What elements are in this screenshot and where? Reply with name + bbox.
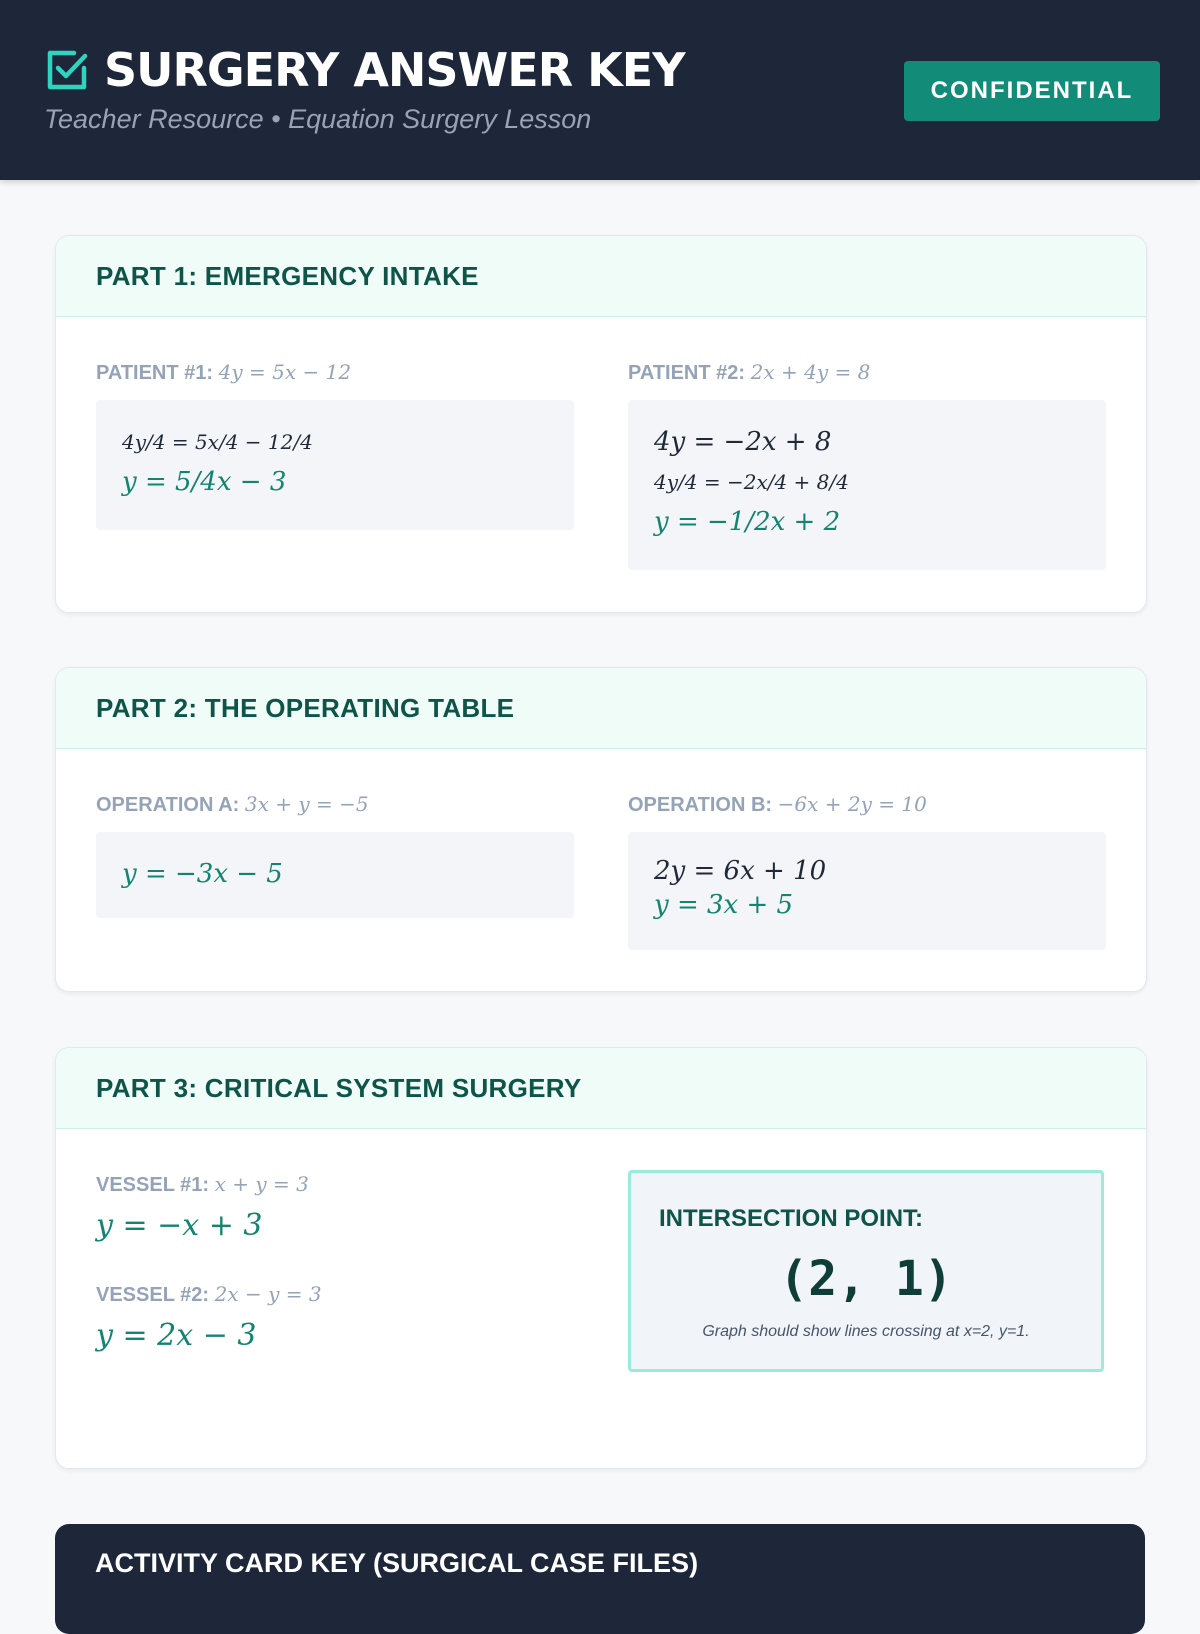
patient1-problem xyxy=(96,360,351,385)
patient2-step-2: 4y/4 = −2x/4 + 8/4 xyxy=(654,470,849,494)
operation-b-step-1: 2y = 6x + 10 xyxy=(654,856,827,886)
activity-heading: ACTIVITY CARD KEY (SURGICAL CASE FILES) xyxy=(95,1548,699,1578)
vessel1-equation: x + y = 3 xyxy=(214,1172,309,1196)
part1-card xyxy=(55,235,1147,613)
confidential-badge: CONFIDENTIAL xyxy=(904,61,1160,121)
vessel1-problem xyxy=(96,1172,309,1197)
page-subtitle: Teacher Resource • Equation Surgery Lesson xyxy=(44,104,592,134)
intersection-note: Graph should show lines crossing at x=2, y=1. xyxy=(702,1323,1030,1340)
activity-card xyxy=(55,1524,1145,1634)
vessel1-label: VESSEL #1: xyxy=(96,1174,210,1196)
intersection-label: INTERSECTION POINT: xyxy=(659,1205,924,1232)
patient2-label: PATIENT #2: xyxy=(628,362,746,384)
operation-b-problem xyxy=(628,792,927,817)
vessel2-answer: y = 2x − 3 xyxy=(96,1318,257,1353)
header-bar xyxy=(0,0,1200,180)
part2-heading: PART 2: THE OPERATING TABLE xyxy=(56,668,1146,749)
patient1-step-1: 4y/4 = 5x/4 − 12/4 xyxy=(122,430,313,454)
operation-b-work xyxy=(628,832,1106,950)
operation-a-problem xyxy=(96,792,369,817)
vessel2-label: VESSEL #2: xyxy=(96,1284,210,1306)
intersection-box xyxy=(628,1170,1104,1372)
operation-a-label: OPERATION A: xyxy=(96,794,240,816)
vessel2-problem xyxy=(96,1282,322,1307)
operation-a-work xyxy=(96,832,574,918)
patient1-work xyxy=(96,400,574,530)
operation-a-answer: y = −3x − 5 xyxy=(122,859,283,889)
operation-a-equation: 3x + y = −5 xyxy=(244,792,369,816)
patient1-label: PATIENT #1: xyxy=(96,362,214,384)
part1-heading: PART 1: EMERGENCY INTAKE xyxy=(56,236,1146,317)
vessel1-answer: y = −x + 3 xyxy=(96,1208,263,1243)
patient2-answer: y = −1/2x + 2 xyxy=(654,507,841,537)
intersection-point: (2, 1) xyxy=(779,1251,953,1307)
operation-b-equation: −6x + 2y = 10 xyxy=(777,792,927,816)
page-title: SURGERY ANSWER KEY xyxy=(104,43,685,97)
operation-b-answer: y = 3x + 5 xyxy=(654,890,794,920)
patient2-work xyxy=(628,400,1106,570)
title-row xyxy=(44,44,685,96)
part3-heading: PART 3: CRITICAL SYSTEM SURGERY xyxy=(56,1048,1146,1129)
checkbox-icon xyxy=(44,47,90,93)
vessel2-equation: 2x − y = 3 xyxy=(214,1282,322,1306)
patient2-step-1: 4y = −2x + 8 xyxy=(654,427,832,457)
patient1-equation: 4y = 5x − 12 xyxy=(218,360,352,384)
part2-card xyxy=(55,667,1147,992)
patient2-equation: 2x + 4y = 8 xyxy=(750,360,871,384)
patient2-problem xyxy=(628,360,870,385)
operation-b-label: OPERATION B: xyxy=(628,794,773,816)
patient1-answer: y = 5/4x − 3 xyxy=(122,467,287,497)
